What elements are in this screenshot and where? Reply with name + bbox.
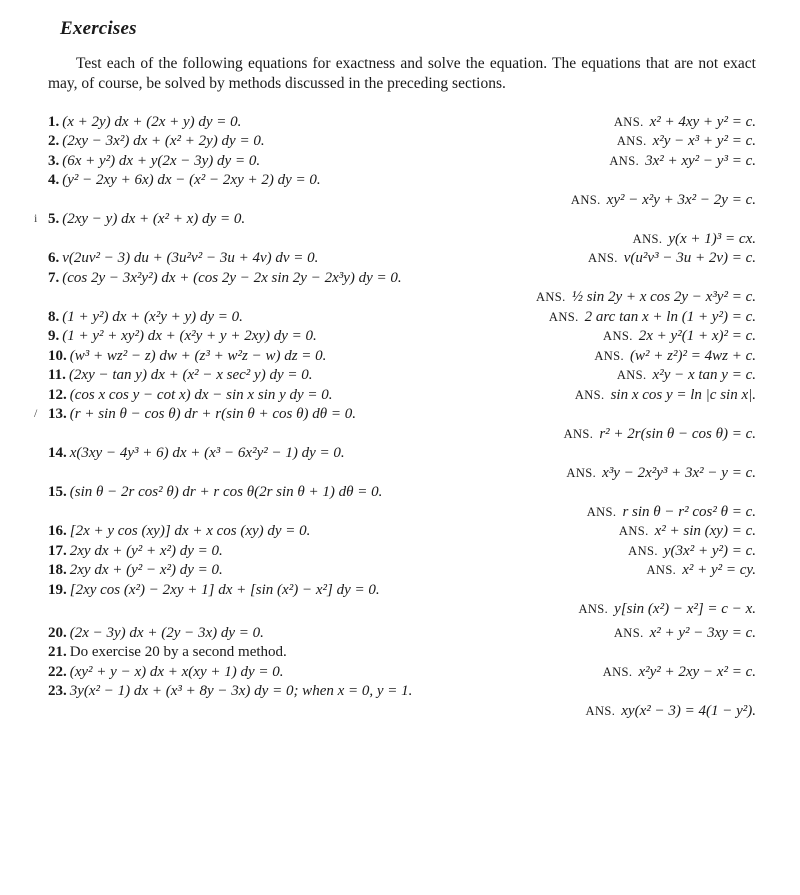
exercise-statement: 6. v(2uv² − 3) du + (3u²v² − 3u + 4v) dv = 0. <box>48 250 319 267</box>
exercise-row <box>48 581 756 601</box>
exercise-row <box>48 561 756 581</box>
exercise-statement: 9. (1 + y² + xy²) dx + (x²y + y + 2xy) dy = 0. <box>48 328 317 345</box>
exercise-statement: 5. (2xy − y) dx + (x² + x) dy = 0. <box>48 211 246 228</box>
exercise-row <box>34 405 756 425</box>
exercise-row <box>48 113 756 133</box>
exercise-answer-row <box>48 288 756 308</box>
exercise-answer: ANS. x²y − x³ + y² = c. <box>616 133 756 150</box>
exercise-answer: ANS. sin x cos y = ln |c sin x|. <box>574 386 756 403</box>
exercise-row <box>48 327 756 347</box>
exercise-answer-row <box>48 600 756 620</box>
exercise-row <box>48 347 756 367</box>
exercise-row <box>48 152 756 172</box>
exercise-statement: 10. (w³ + wz² − z) dw + (z³ + w²z − w) dz = 0. <box>48 347 327 364</box>
exercise-row <box>48 171 756 191</box>
exercise-statement: 1. (x + 2y) dx + (2x + y) dy = 0. <box>48 113 242 130</box>
exercise-answer: ANS. x² + 4xy + y² = c. <box>613 113 756 130</box>
exercise-statement: 20. (2x − 3y) dx + (2y − 3x) dy = 0. <box>48 624 264 641</box>
exercise-row <box>48 249 756 269</box>
exercise-answer-row <box>48 191 756 211</box>
exercise-answer: ANS. x²y − x tan y = c. <box>616 367 756 384</box>
exercise-answer: ANS. x² + y² − 3xy = c. <box>613 624 756 641</box>
exercise-answer: ANS. v(u²v³ − 3u + 2v) = c. <box>588 250 756 267</box>
exercise-statement: 22. (xy² + y − x) dx + x(xy + 1) dy = 0. <box>48 663 284 680</box>
exercise-statement: 21. Do exercise 20 by a second method. <box>48 644 287 661</box>
exercise-statement: 8. (1 + y²) dx + (x²y + y) dy = 0. <box>48 308 243 325</box>
margin-mark: i <box>34 211 38 226</box>
exercise-statement: 16. [2x + y cos (xy)] dx + x cos (xy) dy = 0. <box>48 523 311 540</box>
exercise-answer: ANS. y[sin (x²) − x²] = c − x. <box>578 601 756 618</box>
margin-mark: / <box>34 406 38 421</box>
exercise-answer-row <box>48 464 756 484</box>
exercise-answer-row <box>48 702 756 722</box>
exercise-row <box>48 624 756 644</box>
exercise-answer: ANS. xy² − x²y + 3x² − 2y = c. <box>570 191 756 208</box>
exercise-row <box>48 366 756 386</box>
exercise-answer: ANS. r² + 2r(sin θ − cos θ) = c. <box>563 425 756 442</box>
exercise-statement: 18. 2xy dx + (y² − x²) dy = 0. <box>48 562 223 579</box>
exercise-statement: 4. (y² − 2xy + 6x) dx − (x² − 2xy + 2) dy = 0. <box>48 172 321 189</box>
exercise-answer: ANS. x² + y² = cy. <box>646 562 756 579</box>
page-title: Exercises <box>60 18 137 39</box>
exercise-statement: 19. [2xy cos (x²) − 2xy + 1] dx + [sin (x²) − x²] dy = 0. <box>48 581 380 598</box>
exercise-answer-row <box>48 503 756 523</box>
exercise-statement: 23. 3y(x² − 1) dx + (x³ + 8y − 3x) dy = 0; when x = 0, y = 1. <box>48 683 413 700</box>
exercise-answer: ANS. (w² + z²)² = 4wz + c. <box>594 347 756 364</box>
intro-paragraph: Test each of the following equations for exactness and solve the equation. The equations that are not exact may, of course, be solved by methods discussed in the preceding sections. <box>48 55 756 93</box>
exercise-statement: 12. (cos x cos y − cot x) dx − sin x sin y dy = 0. <box>48 386 333 403</box>
exercise-answer: ANS. ½ sin 2y + x cos 2y − x³y² = c. <box>535 289 756 306</box>
exercise-statement: 7. (cos 2y − 3x²y²) dx + (cos 2y − 2x sin 2y − 2x³y) dy = 0. <box>48 269 402 286</box>
exercise-answer: ANS. 3x² + xy² − y³ = c. <box>609 152 756 169</box>
exercise-answer: ANS. 2x + y²(1 + x)² = c. <box>603 328 756 345</box>
exercise-answer: ANS. x³y − 2x²y³ + 3x² − y = c. <box>566 464 756 481</box>
exercise-row <box>48 269 756 289</box>
exercise-answer: ANS. y(3x² + y²) = c. <box>628 542 756 559</box>
exercise-statement: 15. (sin θ − 2r cos² θ) dr + r cos θ(2r sin θ + 1) dθ = 0. <box>48 484 383 501</box>
exercise-row <box>48 444 756 464</box>
exercise-answer: ANS. xy(x² − 3) = 4(1 − y²). <box>585 702 756 719</box>
exercise-row <box>48 132 756 152</box>
page-body <box>34 18 756 721</box>
exercise-statement: 17. 2xy dx + (y² + x²) dy = 0. <box>48 542 223 559</box>
exercise-row <box>48 542 756 562</box>
exercise-statement: 3. (6x + y²) dx + y(2x − 3y) dy = 0. <box>48 152 261 169</box>
exercise-answer: ANS. r sin θ − r² cos² θ = c. <box>586 503 756 520</box>
exercise-answer: ANS. y(x + 1)³ = cx. <box>632 230 756 247</box>
exercise-row <box>48 682 756 702</box>
exercise-statement: 13. (r + sin θ − cos θ) dr + r(sin θ + cos θ) dθ = 0. <box>48 406 356 423</box>
exercise-answer: ANS. x²y² + 2xy − x² = c. <box>602 663 756 680</box>
exercise-answer: ANS. x² + sin (xy) = c. <box>618 523 756 540</box>
page <box>0 18 800 895</box>
exercise-statement: 14. x(3xy − 4y³ + 6) dx + (x³ − 6x²y² − 1) dy = 0. <box>48 445 345 462</box>
exercise-statement: 11. (2xy − tan y) dx + (x² − x sec² y) dy = 0. <box>48 367 313 384</box>
exercise-row <box>34 210 756 230</box>
exercise-row <box>48 663 756 683</box>
exercise-answer: ANS. 2 arc tan x + ln (1 + y²) = c. <box>548 308 756 325</box>
exercise-answer-row <box>48 230 756 250</box>
exercise-list <box>34 113 756 722</box>
exercise-row <box>48 522 756 542</box>
exercise-row <box>48 386 756 406</box>
exercise-answer-row <box>48 425 756 445</box>
exercise-statement: 2. (2xy − 3x²) dx + (x² + 2y) dy = 0. <box>48 133 265 150</box>
exercise-row <box>48 643 756 663</box>
exercise-row <box>48 483 756 503</box>
exercise-row <box>48 308 756 328</box>
